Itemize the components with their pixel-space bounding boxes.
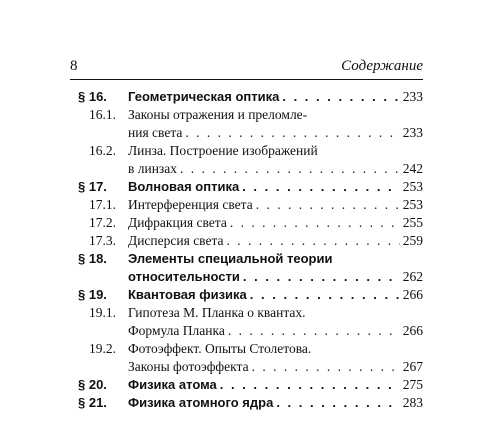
dot-leader (185, 124, 399, 142)
toc-entry-number: § 18. (78, 251, 107, 266)
toc-section-entry[interactable] (70, 286, 423, 304)
toc-section-entry[interactable] (70, 376, 423, 394)
toc-entry-page: 253 (402, 197, 423, 212)
toc-entry-page: 275 (402, 377, 423, 392)
toc-entry-title-line: ния света (128, 125, 183, 140)
toc-entry-number: 16.1. (89, 107, 116, 122)
toc-section-entry[interactable] (70, 88, 423, 106)
toc-subsection-entry[interactable] (70, 304, 423, 340)
toc-entry-title-line: Физика атомного ядра (128, 395, 274, 410)
toc-entry-title-line: Квантовая физика (128, 287, 247, 302)
toc-subsection-entry[interactable] (70, 106, 423, 142)
toc-entry-number: § 19. (78, 287, 107, 302)
toc-entry-number: 17.3. (89, 233, 116, 248)
toc-entry-title-line: Гипотеза М. Планка о квантах. (128, 305, 306, 320)
toc-entry-page: 242 (402, 161, 423, 176)
toc-entry-title-line: Геометрическая оптика (128, 89, 280, 104)
toc-entry-title-line: Элементы специальной теории (128, 251, 333, 266)
header-rule (70, 79, 423, 80)
toc-entry-title-line: Законы отражения и преломле- (128, 107, 308, 122)
dot-leader (256, 196, 400, 214)
running-head (70, 56, 423, 78)
toc-entry-page: 233 (402, 125, 423, 140)
toc-entry-title-line: Дифракция света (128, 215, 227, 230)
toc-entry-title-line: Законы фотоэффекта (128, 359, 249, 374)
toc-entry-title-line: Дисперсия света (128, 233, 224, 248)
toc-subsection-entry[interactable] (70, 232, 423, 250)
running-head-title: Содержание (341, 58, 423, 74)
toc-entry-page: 283 (402, 395, 423, 410)
toc-subsection-entry[interactable] (70, 142, 423, 178)
dot-leader (282, 88, 399, 106)
toc-entry-title-line: Фотоэффект. Опыты Столетова. (128, 341, 312, 356)
dot-leader (242, 178, 400, 196)
toc-entry-page: 233 (402, 89, 423, 104)
toc-entry-title-line: в линзах (128, 161, 178, 176)
toc-subsection-entry[interactable] (70, 196, 423, 214)
dot-leader (228, 322, 400, 340)
dot-leader (250, 286, 400, 304)
toc-entry-page: 262 (402, 269, 423, 284)
page-number: 8 (70, 58, 78, 74)
dot-leader (276, 394, 399, 412)
toc-subsection-entry[interactable] (70, 214, 423, 232)
toc-entry-number: § 21. (78, 395, 107, 410)
toc-entry-number: 17.2. (89, 215, 116, 230)
toc-entry-number: 17.1. (89, 197, 116, 212)
toc-entry-page: 259 (402, 233, 423, 248)
toc-entry-number: 19.2. (89, 341, 116, 356)
dot-leader (230, 214, 400, 232)
toc-entry-page: 267 (402, 359, 423, 374)
toc-section-entry[interactable] (70, 250, 423, 286)
dot-leader (252, 358, 400, 376)
toc-entry-title-line: Интерференция света (128, 197, 253, 212)
toc-entry-title-line: Физика атома (128, 377, 217, 392)
dot-leader (220, 376, 400, 394)
toc-entry-page: 255 (402, 215, 423, 230)
toc-entry-title-line: относительности (128, 269, 240, 284)
toc-entry-number: § 17. (78, 179, 107, 194)
toc-entry-page: 266 (402, 323, 423, 338)
toc-entry-number: § 16. (78, 89, 107, 104)
toc-entry-title-line: Линза. Построение изображений (128, 143, 318, 158)
dot-leader (243, 268, 400, 286)
toc-entry-number: § 20. (78, 377, 107, 392)
toc-entry-title-line: Формула Планка (128, 323, 225, 338)
toc-section-entry[interactable] (70, 178, 423, 196)
dot-leader (180, 160, 400, 178)
toc-section-entry[interactable] (70, 394, 423, 412)
toc-entry-number: 19.1. (89, 305, 116, 320)
toc-entry-title-line: Волновая оптика (128, 179, 240, 194)
table-of-contents (70, 88, 423, 412)
toc-entry-page: 253 (402, 179, 423, 194)
toc-entry-number: 16.2. (89, 143, 116, 158)
toc-subsection-entry[interactable] (70, 340, 423, 376)
toc-entry-page: 266 (402, 287, 423, 302)
dot-leader (227, 232, 400, 250)
